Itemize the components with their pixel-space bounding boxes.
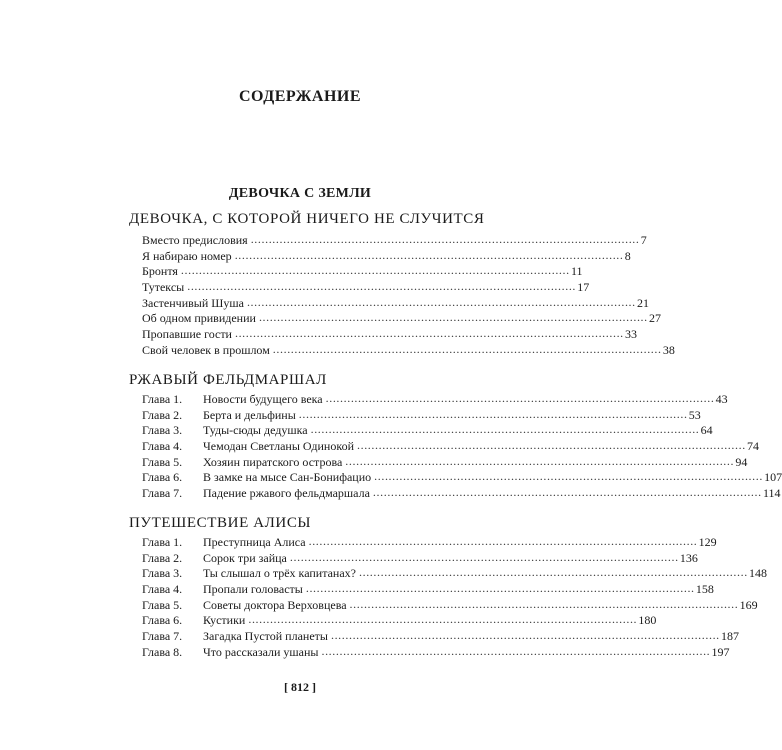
toc-entry xyxy=(142,264,583,280)
toc-entry xyxy=(142,311,661,327)
toc-dot-leader xyxy=(247,295,634,311)
toc-entry xyxy=(142,423,713,439)
toc-entry-title: Я набираю номер xyxy=(142,248,232,263)
toc-entry-page: 64 xyxy=(700,423,713,438)
toc-entry-chapter: Глава 7. xyxy=(142,629,183,644)
toc-entry xyxy=(142,644,730,661)
toc-entry-chapter: Глава 4. xyxy=(142,582,183,597)
toc-entry-title: Преступница Алиса xyxy=(203,535,306,549)
toc-entry-chapter: Глава 2. xyxy=(142,550,183,565)
toc-entry-title: Вместо предисловия xyxy=(142,233,248,247)
toc-dot-leader xyxy=(345,454,732,470)
toc-entry-page: 11 xyxy=(570,264,583,279)
toc-entry xyxy=(142,280,590,296)
toc-entry-title: Хозяин пиратского острова xyxy=(203,454,343,469)
toc-entry xyxy=(142,248,631,265)
toc-entry xyxy=(142,486,781,502)
toc-entry xyxy=(142,439,760,455)
toc-entry-title: Свой человек в прошлом xyxy=(142,342,270,357)
toc-entry-page: 136 xyxy=(679,550,698,565)
page-number: [ 812 ] xyxy=(284,680,316,694)
toc-dot-leader xyxy=(309,534,696,550)
toc-entry-title: Чемодан Светланы Одинокой xyxy=(203,439,354,454)
toc-dot-leader xyxy=(181,263,568,279)
toc-entry-chapter: Глава 6. xyxy=(142,470,183,485)
toc-entry-chapter: Глава 7. xyxy=(142,486,183,501)
toc-dot-leader xyxy=(235,326,622,342)
toc-dot-leader xyxy=(331,628,718,644)
toc-entry-page: 21 xyxy=(636,295,649,310)
toc-entry-page: 33 xyxy=(625,327,637,342)
toc-entry-page: 17 xyxy=(577,280,590,295)
toc-entry-title: Тутексы xyxy=(142,280,185,295)
toc-entry-title: Пропавшие гости xyxy=(142,327,232,342)
toc-entry xyxy=(142,550,698,567)
toc-entry-title: Ты слышал о трёх капитанах? xyxy=(203,566,356,581)
toc-entry xyxy=(142,597,758,614)
section-heading-1: ДЕВОЧКА, С КОТОРОЙ НИЧЕГО НЕ СЛУЧИТСЯ xyxy=(129,211,485,227)
toc-entry-page: 197 xyxy=(711,644,730,659)
toc-entry xyxy=(142,342,675,359)
toc-dot-leader xyxy=(187,279,574,295)
toc-entry-title: Советы доктора Верховцева xyxy=(203,597,347,612)
toc-entry-title: В замке на мысе Сан-Бонифацио xyxy=(203,470,372,485)
toc-entry xyxy=(142,454,748,471)
toc-dot-leader xyxy=(251,232,638,248)
toc-entry-chapter: Глава 4. xyxy=(142,439,183,454)
toc-entry-page: 187 xyxy=(720,629,739,644)
toc-dot-leader xyxy=(306,581,693,597)
toc-entry-chapter: Глава 8. xyxy=(142,644,183,659)
toc-entry-title: Падение ржавого фельдмаршала xyxy=(203,486,370,501)
toc-entry-chapter: Глава 3. xyxy=(142,566,183,581)
toc-entry-chapter: Глава 6. xyxy=(142,613,183,628)
toc-entry-title: Застенчивый Шуша xyxy=(142,295,244,310)
toc-entry-chapter: Глава 1. xyxy=(142,392,183,406)
toc-entry-title: Об одном привидении xyxy=(142,311,256,326)
toc-entry-title: Кустики xyxy=(203,613,246,628)
toc-entry-title: Новости будущего века xyxy=(203,392,323,406)
toc-entry-title: Сорок три зайца xyxy=(203,550,287,565)
toc-entry-page: 129 xyxy=(698,535,717,549)
toc-entry-page: 114 xyxy=(762,486,781,501)
toc-dot-leader xyxy=(357,438,744,454)
toc-dot-leader xyxy=(259,310,646,326)
toc-list-section-3 xyxy=(142,535,768,661)
toc-dot-leader xyxy=(299,407,686,423)
toc-dot-leader xyxy=(235,248,622,264)
toc-dot-leader xyxy=(248,612,635,628)
toc-dot-leader xyxy=(326,391,713,407)
page-title: СОДЕРЖАНИЕ xyxy=(238,88,362,105)
toc-entry xyxy=(142,566,768,582)
toc-dot-leader xyxy=(374,469,761,485)
toc-entry xyxy=(142,535,717,551)
toc-entry-chapter: Глава 2. xyxy=(142,407,183,422)
toc-dot-leader xyxy=(273,342,660,358)
toc-entry-page: 180 xyxy=(638,613,657,628)
toc-dot-leader xyxy=(350,597,737,613)
toc-dot-leader xyxy=(321,644,708,660)
toc-entry-title: Туды-сюды дедушка xyxy=(203,423,308,438)
toc-dot-leader xyxy=(373,485,760,501)
section-heading-2: РЖАВЫЙ ФЕЛЬДМАРШАЛ xyxy=(129,372,327,388)
toc-entry-page: 158 xyxy=(695,582,714,597)
toc-entry-title: Бронтя xyxy=(142,264,178,279)
toc-entry xyxy=(142,470,782,486)
toc-list-section-1 xyxy=(142,233,675,359)
toc-entry-title: Загадка Пустой планеты xyxy=(203,629,328,644)
toc-entry xyxy=(142,233,647,249)
toc-entry xyxy=(142,582,714,598)
toc-entry-chapter: Глава 1. xyxy=(142,535,183,549)
toc-entry xyxy=(142,613,657,629)
toc-entry xyxy=(142,407,701,424)
toc-entry-chapter: Глава 5. xyxy=(142,597,183,612)
toc-dot-leader xyxy=(311,422,698,438)
toc-entry-page: 94 xyxy=(735,454,748,469)
toc-entry-page: 38 xyxy=(662,342,675,357)
toc-entry-page: 7 xyxy=(640,233,647,247)
toc-entry-title: Что рассказали ушаны xyxy=(203,644,319,659)
toc-dot-leader xyxy=(359,565,746,581)
toc-list-section-2 xyxy=(142,392,782,502)
toc-entry-chapter: Глава 5. xyxy=(142,454,183,469)
toc-entry xyxy=(142,327,637,343)
toc-entry-page: 148 xyxy=(749,566,768,581)
toc-entry-page: 43 xyxy=(715,392,728,406)
toc-entry-page: 169 xyxy=(739,597,758,612)
toc-entry-page: 27 xyxy=(648,311,661,326)
toc-entry-page: 8 xyxy=(624,248,631,263)
toc-entry-page: 74 xyxy=(747,439,760,454)
toc-entry xyxy=(142,392,728,408)
toc-entry xyxy=(142,295,649,312)
toc-entry-chapter: Глава 3. xyxy=(142,423,183,438)
section-heading-3: ПУТЕШЕСТВИЕ АЛИСЫ xyxy=(129,515,312,531)
toc-entry-page: 53 xyxy=(688,407,701,422)
book-title: ДЕВОЧКА С ЗЕМЛИ xyxy=(228,186,372,201)
toc-entry-title: Берта и дельфины xyxy=(203,407,296,422)
toc-entry-title: Пропали головасты xyxy=(203,582,303,597)
toc-entry-page: 107 xyxy=(764,470,782,485)
toc-dot-leader xyxy=(290,550,677,566)
toc-entry xyxy=(142,629,739,645)
